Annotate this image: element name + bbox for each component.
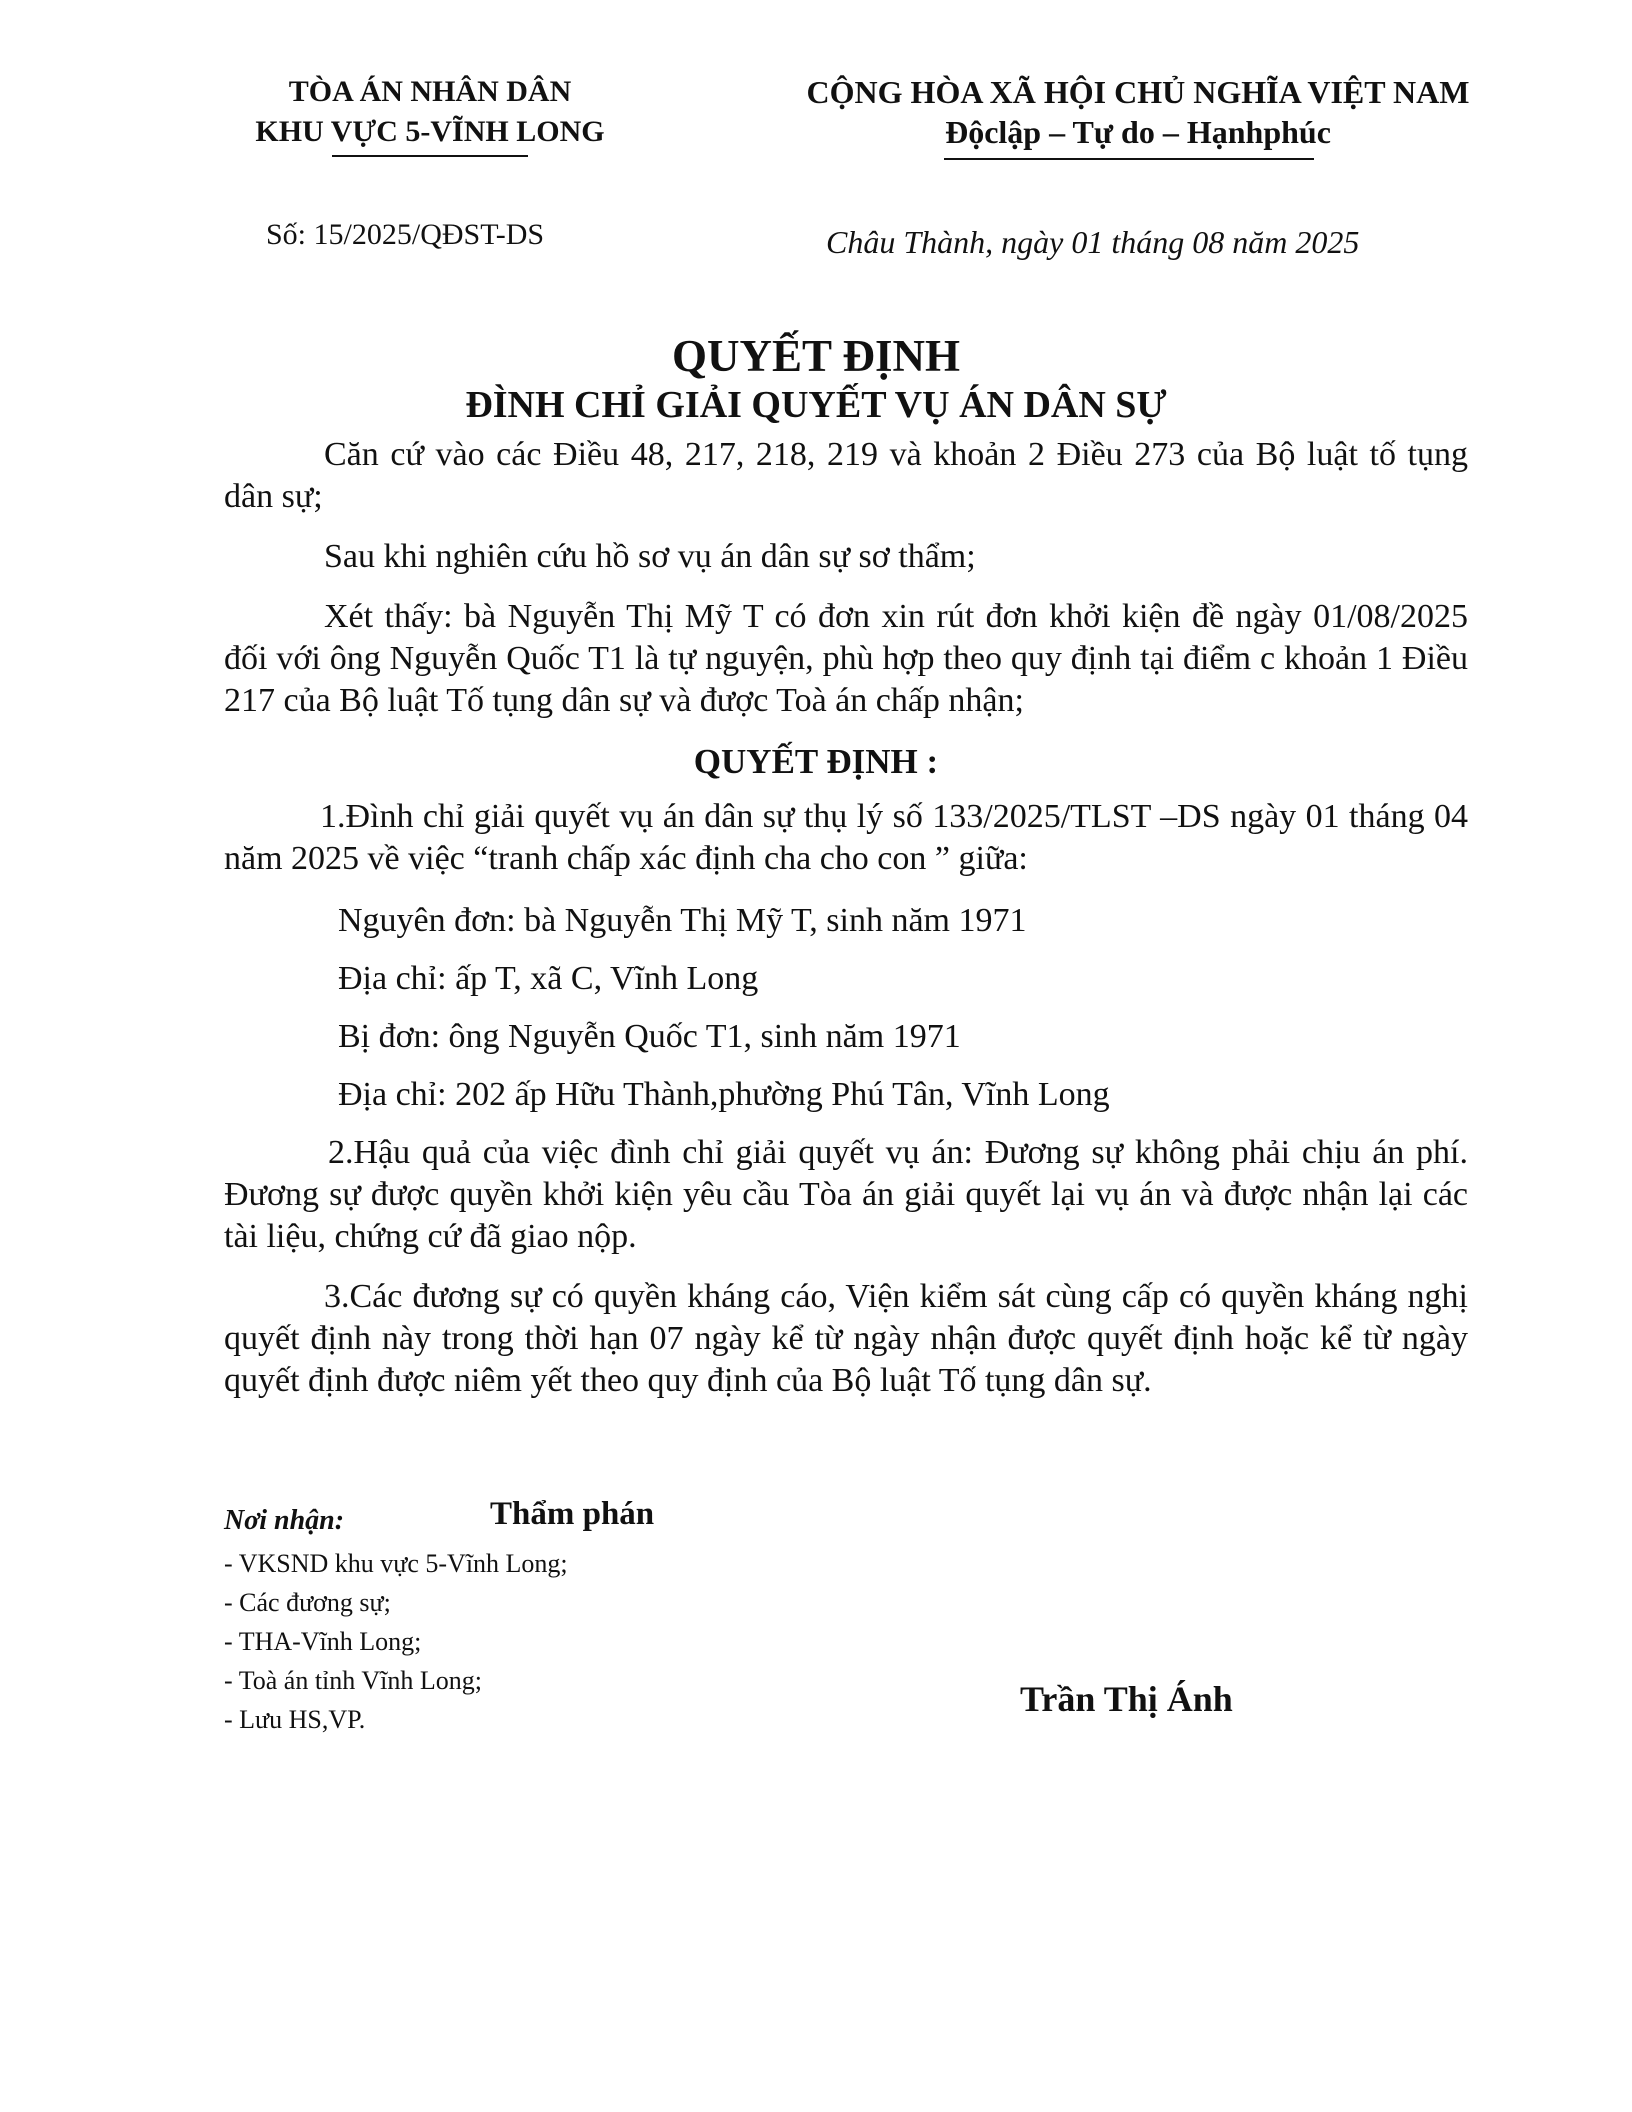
recipient-item: - Toà án tỉnh Vĩnh Long; bbox=[224, 1666, 482, 1695]
decision-item-3 bbox=[224, 1276, 1468, 1402]
national-motto: Độclập – Tự do – Hạnhphúc bbox=[945, 114, 1331, 150]
place-date: Châu Thành, ngày 01 tháng 08 năm 2025 bbox=[826, 224, 1360, 260]
basis-paragraph: Sau khi nghiên cứu hồ sơ vụ án dân sự sơ thẩm; bbox=[324, 538, 976, 575]
document-subtitle: ĐÌNH CHỈ GIẢI QUYẾT VỤ ÁN DÂN SỰ bbox=[465, 384, 1167, 426]
judge-name: Trần Thị Ánh bbox=[1020, 1679, 1233, 1719]
decision-item-text: 1.Đình chỉ giải quyết vụ án dân sự thụ lý số 133/2025/TLST –DS ngày 01 tháng 04 năm 2025 về việc “tranh chấp xác định cha cho con ” giữa: bbox=[224, 798, 1468, 877]
basis-section bbox=[224, 434, 1468, 722]
judge-title: Thẩm phán bbox=[490, 1496, 655, 1532]
court-name: TÒA ÁN NHÂN DÂN bbox=[288, 75, 572, 108]
court-header-underline bbox=[332, 155, 528, 157]
basis-paragraph: Căn cứ vào các Điều 48, 217, 218, 219 và khoản 2 Điều 273 của Bộ luật tố tụng dân sự; bbox=[224, 436, 1468, 515]
recipient-item: - Các đương sự; bbox=[224, 1588, 391, 1617]
defendant-line: Bị đơn: ông Nguyễn Quốc T1, sinh năm 1971 bbox=[338, 1018, 961, 1055]
decision-item-1 bbox=[224, 796, 1468, 880]
court-district: KHU VỰC 5-VĨNH LONG bbox=[255, 115, 605, 148]
national-header bbox=[758, 72, 1518, 152]
court-header bbox=[200, 72, 660, 152]
national-title: CỘNG HÒA XÃ HỘI CHỦ NGHĨA VIỆT NAM bbox=[806, 74, 1470, 110]
plaintiff-address: Địa chỉ: ấp T, xã C, Vĩnh Long bbox=[338, 960, 759, 997]
plaintiff-line: Nguyên đơn: bà Nguyễn Thị Mỹ T, sinh năm 1971 bbox=[338, 902, 1027, 939]
decision-item-text: 2.Hậu quả của việc đình chỉ giải quyết vụ án: Đương sự không phải chịu án phí. Đương sự được quyền khởi kiện yêu cầu Tòa án giải quyết lại vụ án và được nhận lại các tài liệu, chứng cứ đã giao nộp. bbox=[224, 1134, 1468, 1255]
recipient-item: - THA-Vĩnh Long; bbox=[224, 1627, 422, 1656]
national-motto-underline bbox=[944, 158, 1314, 160]
document-title: QUYẾT ĐỊNH bbox=[672, 331, 960, 381]
decision-item-2 bbox=[224, 1132, 1468, 1258]
recipient-item: - Lưu HS,VP. bbox=[224, 1705, 366, 1734]
decision-item-text: 3.Các đương sự có quyền kháng cáo, Viện kiểm sát cùng cấp có quyền kháng nghị quyết định này trong thời hạn 07 ngày kể từ ngày nhận được quyết định hoặc kể từ ngày quyết định được niêm yết theo quy định của Bộ luật Tố tụng dân sự. bbox=[224, 1278, 1468, 1399]
recipients-list bbox=[224, 1544, 568, 1739]
document-number: Số: 15/2025/QĐST-DS bbox=[266, 218, 545, 251]
basis-paragraph: Xét thấy: bà Nguyễn Thị Mỹ T có đơn xin rút đơn khởi kiện đề ngày 01/08/2025 đối với ông Nguyễn Quốc T1 là tự nguyện, phù hợp theo quy định tại điểm c khoản 1 Điều 217 của Bộ luật Tố tụng dân sự và được Toà án chấp nhận; bbox=[224, 598, 1468, 719]
recipient-item: - VKSND khu vực 5-Vĩnh Long; bbox=[224, 1549, 568, 1578]
decision-heading: QUYẾT ĐỊNH : bbox=[693, 742, 939, 781]
defendant-address: Địa chỉ: 202 ấp Hữu Thành,phường Phú Tân, Vĩnh Long bbox=[338, 1076, 1110, 1113]
recipients-label: Nơi nhận: bbox=[224, 1505, 345, 1536]
